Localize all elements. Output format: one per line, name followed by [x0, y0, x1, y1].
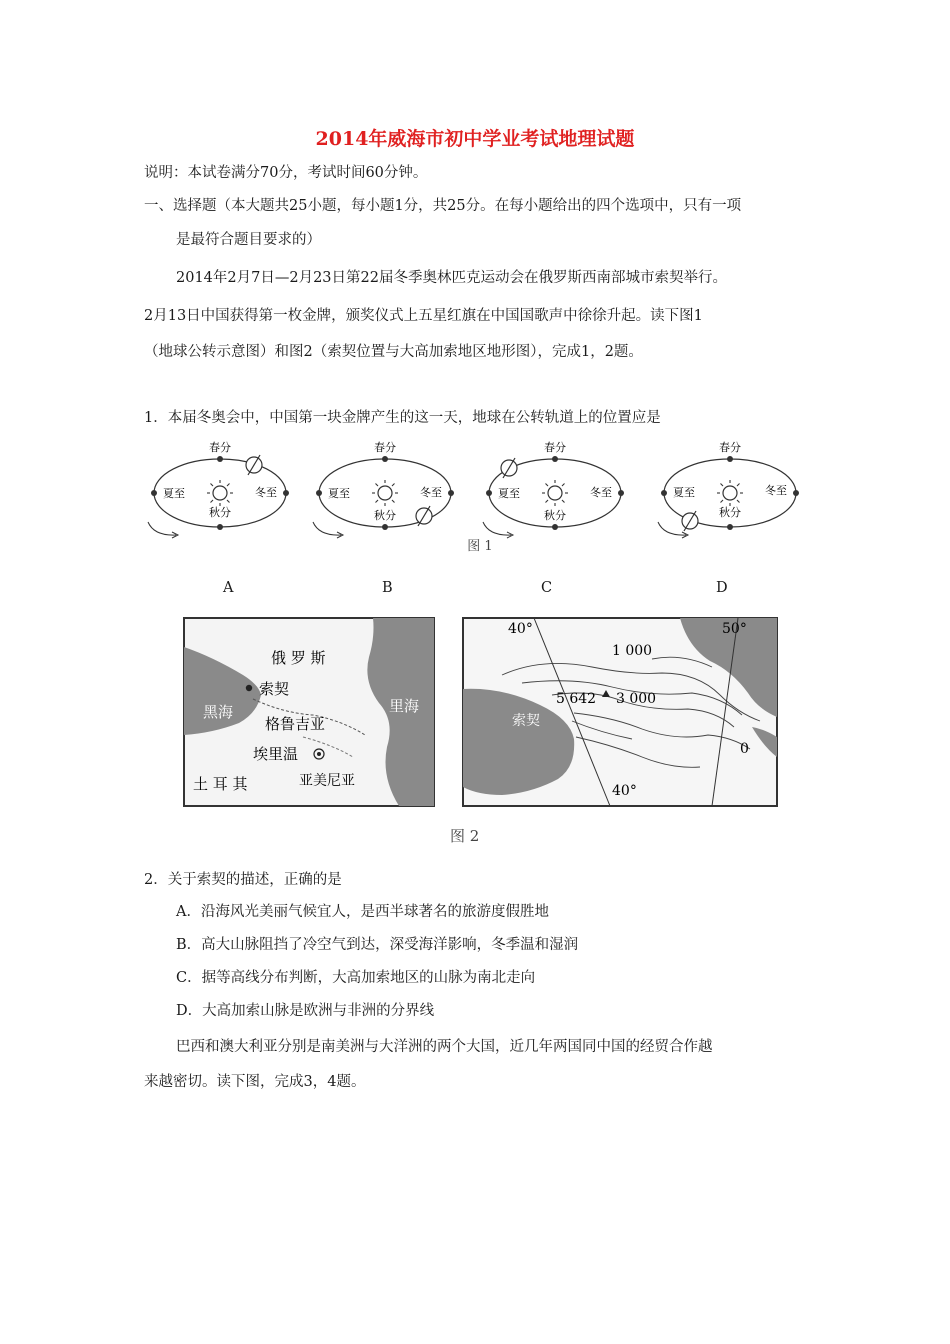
label-spring-equinox: 春分 [374, 441, 396, 454]
label-spring-equinox: 春分 [719, 441, 741, 454]
label-peak-elevation: 5 642 [556, 691, 597, 707]
label-zero-contour: 0 [740, 741, 749, 757]
option-label-a: A [223, 580, 234, 596]
label-winter-solstice: 冬至 [255, 486, 277, 499]
sochi-dot [246, 685, 252, 691]
passage-line: 巴西和澳大利亚分别是南美洲与大洋洲的两个大国，近几年两国同中国的经贸合作越 [176, 1039, 713, 1055]
label-summer-solstice: 夏至 [498, 487, 520, 500]
label-turkey: 土 耳 其 [193, 775, 248, 793]
label-russia: 俄 罗 斯 [271, 649, 326, 667]
label-summer-solstice: 夏至 [673, 486, 695, 499]
label-winter-solstice: 冬至 [420, 486, 442, 499]
orbit-diagram-a [148, 440, 289, 538]
label-autumn-equinox: 秋分 [374, 509, 396, 522]
question-2-stem: 2．关于索契的描述，正确的是 [144, 872, 342, 888]
question-2-option-c: C．据等高线分布判断，大高加索地区的山脉为南北走向 [176, 970, 536, 986]
option-label-b: B [382, 580, 393, 596]
passage-line: 2014年2月7日—2月23日第22届冬季奥林匹克运动会在俄罗斯西南部城市索契举行。 [176, 270, 727, 286]
question-2-option-a: A．沿海风光美丽气候宜人，是西半球著名的旅游度假胜地 [176, 904, 549, 920]
label-autumn-equinox: 秋分 [209, 506, 231, 519]
figure-2-topographic-map [462, 617, 778, 807]
label-sochi: 索契 [512, 713, 540, 729]
label-spring-equinox: 春分 [544, 441, 566, 454]
label-lat-40-top: 40° [508, 621, 533, 637]
section-heading-cont: 是最符合题目要求的） [176, 232, 321, 248]
question-2-option-b: B．高大山脉阻挡了冷空气到达，深受海洋影响，冬季温和湿润 [176, 937, 579, 953]
figure-2-location-map [183, 617, 435, 807]
label-georgia: 格鲁吉亚 [265, 715, 326, 733]
label-contour-3000: 3 000 [616, 691, 657, 707]
label-caspian-sea: 里海 [389, 697, 420, 715]
label-summer-solstice: 夏至 [163, 487, 185, 500]
label-lat-40-bottom: 40° [612, 783, 637, 799]
section-heading: 一、选择题（本大题共25小题，每小题1分，共25分。在每小题给出的四个选项中，只有一项 [144, 198, 742, 214]
label-winter-solstice: 冬至 [765, 484, 787, 497]
figure-1-caption: 图 1 [467, 539, 493, 554]
question-2-option-d: D．大高加索山脉是欧洲与非洲的分界线 [176, 1003, 435, 1019]
label-armenia: 亚美尼亚 [299, 773, 355, 789]
label-sochi: 索契 [259, 680, 290, 698]
option-label-c: C [541, 580, 553, 596]
label-lon-50: 50° [722, 621, 747, 637]
orbit-diagram-c [483, 440, 624, 538]
label-summer-solstice: 夏至 [328, 487, 350, 500]
passage-line: 2月13日中国获得第一枚金牌，颁奖仪式上五星红旗在中国国歌声中徐徐升起。读下图1 [144, 308, 703, 324]
label-autumn-equinox: 秋分 [544, 509, 566, 522]
option-label-d: D [716, 580, 728, 596]
label-black-sea: 黑海 [203, 703, 234, 721]
passage-line: （地球公转示意图）和图2（索契位置与大高加索地区地形图），完成1，2题。 [144, 344, 643, 360]
question-1-stem: 1．本届冬奥会中，中国第一块金牌产生的这一天，地球在公转轨道上的位置应是 [144, 410, 661, 426]
instructions: 说明：本试卷满分70分，考试时间60分钟。 [144, 165, 428, 181]
label-yerevan: 埃里温 [253, 745, 299, 763]
label-spring-equinox: 春分 [209, 441, 231, 454]
orbit-diagram-b [313, 440, 454, 538]
label-autumn-equinox: 秋分 [719, 506, 741, 519]
passage-line: 来越密切。读下图，完成3，4题。 [144, 1074, 366, 1090]
figure-2-caption: 图 2 [450, 827, 480, 845]
label-contour-1000: 1 000 [612, 643, 653, 659]
figure-1-orbits [140, 432, 820, 562]
orbit-diagram-d [658, 440, 799, 538]
label-winter-solstice: 冬至 [590, 486, 612, 499]
page-title: 2014年威海市初中学业考试地理试题 [315, 128, 635, 150]
